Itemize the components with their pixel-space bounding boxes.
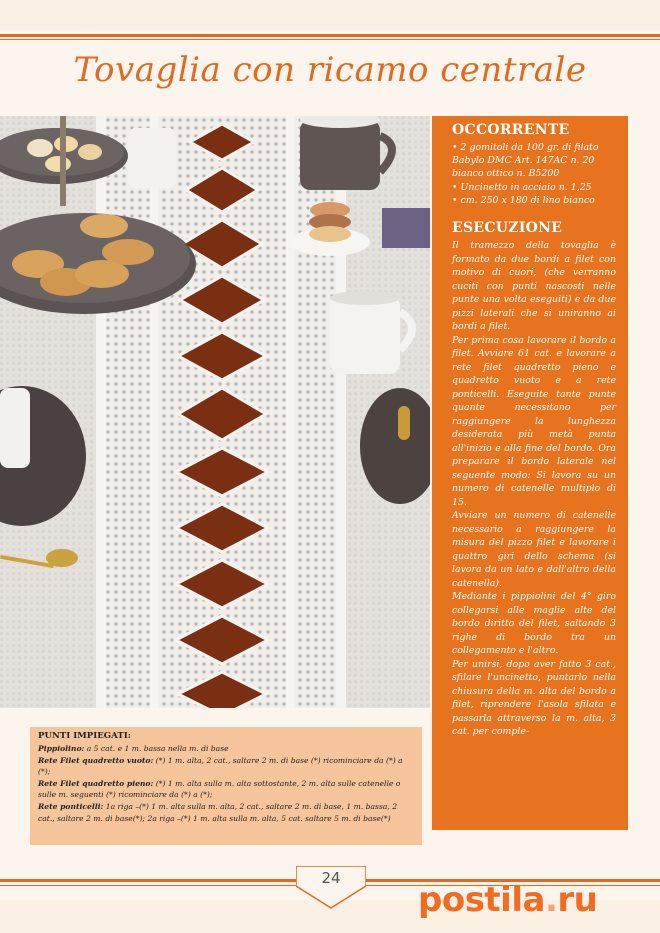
watermark-logo — [418, 880, 597, 920]
instruction-paragraph: Il tramezzo della tovaglia è formato da due bordi a filet con motivo di cuori, (che verranno cuciti con punti nascosti nelle punte una volta eseguiti) e da due pizzi laterali che si uniranno ai bordi a filet. — [452, 240, 616, 333]
stitch-text: 1a riga –(*) 1 m. alta sulla m. alta, 2 cat., saltare 2 m. di base, 1 m. bassa, 2 cat., saltare 2 m. di base(*); 2a riga –(*) 1 m. alta sulla m. alta, 5 cat. saltare 5 m. di base(*) — [38, 801, 398, 823]
top-band — [0, 0, 660, 30]
stitch-text: (*) 1 m. alta, 2 cat., saltare 2 m. di base (*) ricominciare da (*) a (*); — [38, 755, 403, 777]
stitch-term: Rete Filet quadretto vuoto: — [38, 755, 154, 765]
instruction-paragraph: Avviare un numero di catenelle necessario a raggiungere la misura del pizzo filet e lavorare i quattro giri dello schema (si lavora da un lato e dall'altro della catenella). — [452, 510, 616, 589]
list-item: • cm. 250 x 180 di lino bianco — [452, 194, 595, 206]
stitch-item — [38, 755, 414, 778]
materials-list — [452, 141, 616, 207]
watermark-tld: ru — [557, 880, 598, 920]
instructions-sidebar — [432, 116, 628, 830]
top-rule — [0, 34, 660, 37]
stitches-box — [30, 727, 422, 845]
watermark-main: postila — [418, 880, 545, 920]
stitch-item — [38, 801, 414, 824]
stitch-term: Pippiolino: — [38, 744, 85, 753]
instruction-paragraph: Per prima cosa lavorare il bordo a filet. Avviare 61 cat. e lavorare a rete filet quadretto pieno e quadretto vuoto e a rete ponticelli. Eseguite tante punte quante necessitano per raggiungere la lunghezza desiderata più metà punta all'inizio e alla fine del bordo. Ora preparare il bordo laterale nel seguente modo: Si lavora su un numero di catenelle multiplo di 15. — [452, 334, 616, 508]
stitch-item — [38, 778, 414, 801]
stitch-term: Rete Filet quadretto pieno: — [38, 778, 154, 788]
page-number: 24 — [321, 869, 341, 887]
stitch-text: (*) 1 m. alta sulla m. alta sottostante, 2 m. alta sulle catenelle o sulle m. seguenti (*) ricominciare da (*) a (*); — [38, 778, 401, 800]
instruction-paragraph: Mediante i pippiolini del 4° giro collegarsi alle maglie alte del bordo diritto del filet, saltando 3 righe di bordo tra un collegamento e l'altro. — [452, 591, 616, 657]
esecuzione-heading: ESECUZIONE — [452, 220, 563, 237]
stitch-item — [38, 743, 414, 755]
stitch-term: Rete ponticelli: — [38, 801, 104, 811]
product-photo — [0, 116, 430, 708]
page-title: Tovaglia con ricamo centrale — [73, 50, 587, 90]
occorrente-heading: OCCORRENTE — [452, 122, 570, 138]
watermark-dot: . — [544, 880, 558, 920]
stitch-text: a 5 cat. e 1 m. bassa nella m. di base — [84, 744, 229, 753]
list-item: • Uncinetto in acciaio n. 1,25 — [452, 181, 592, 193]
list-item: • 2 gomitoli da 100 gr. di filato Babylo DMC Art. 147AC n. 20 bianco ottico n. B5200 — [452, 142, 599, 180]
stitches-heading: PUNTI IMPIEGATI: — [38, 731, 131, 741]
instruction-paragraph: Per unirsi, dopo aver fatto 3 cat., sfilare l'uncinetto, puntarlo nella chiusura della m. alta del bordo a filet, riprendere l'asola sfilata e passarla attraverso la m. alta, 3 cat. per comple- — [452, 658, 616, 738]
